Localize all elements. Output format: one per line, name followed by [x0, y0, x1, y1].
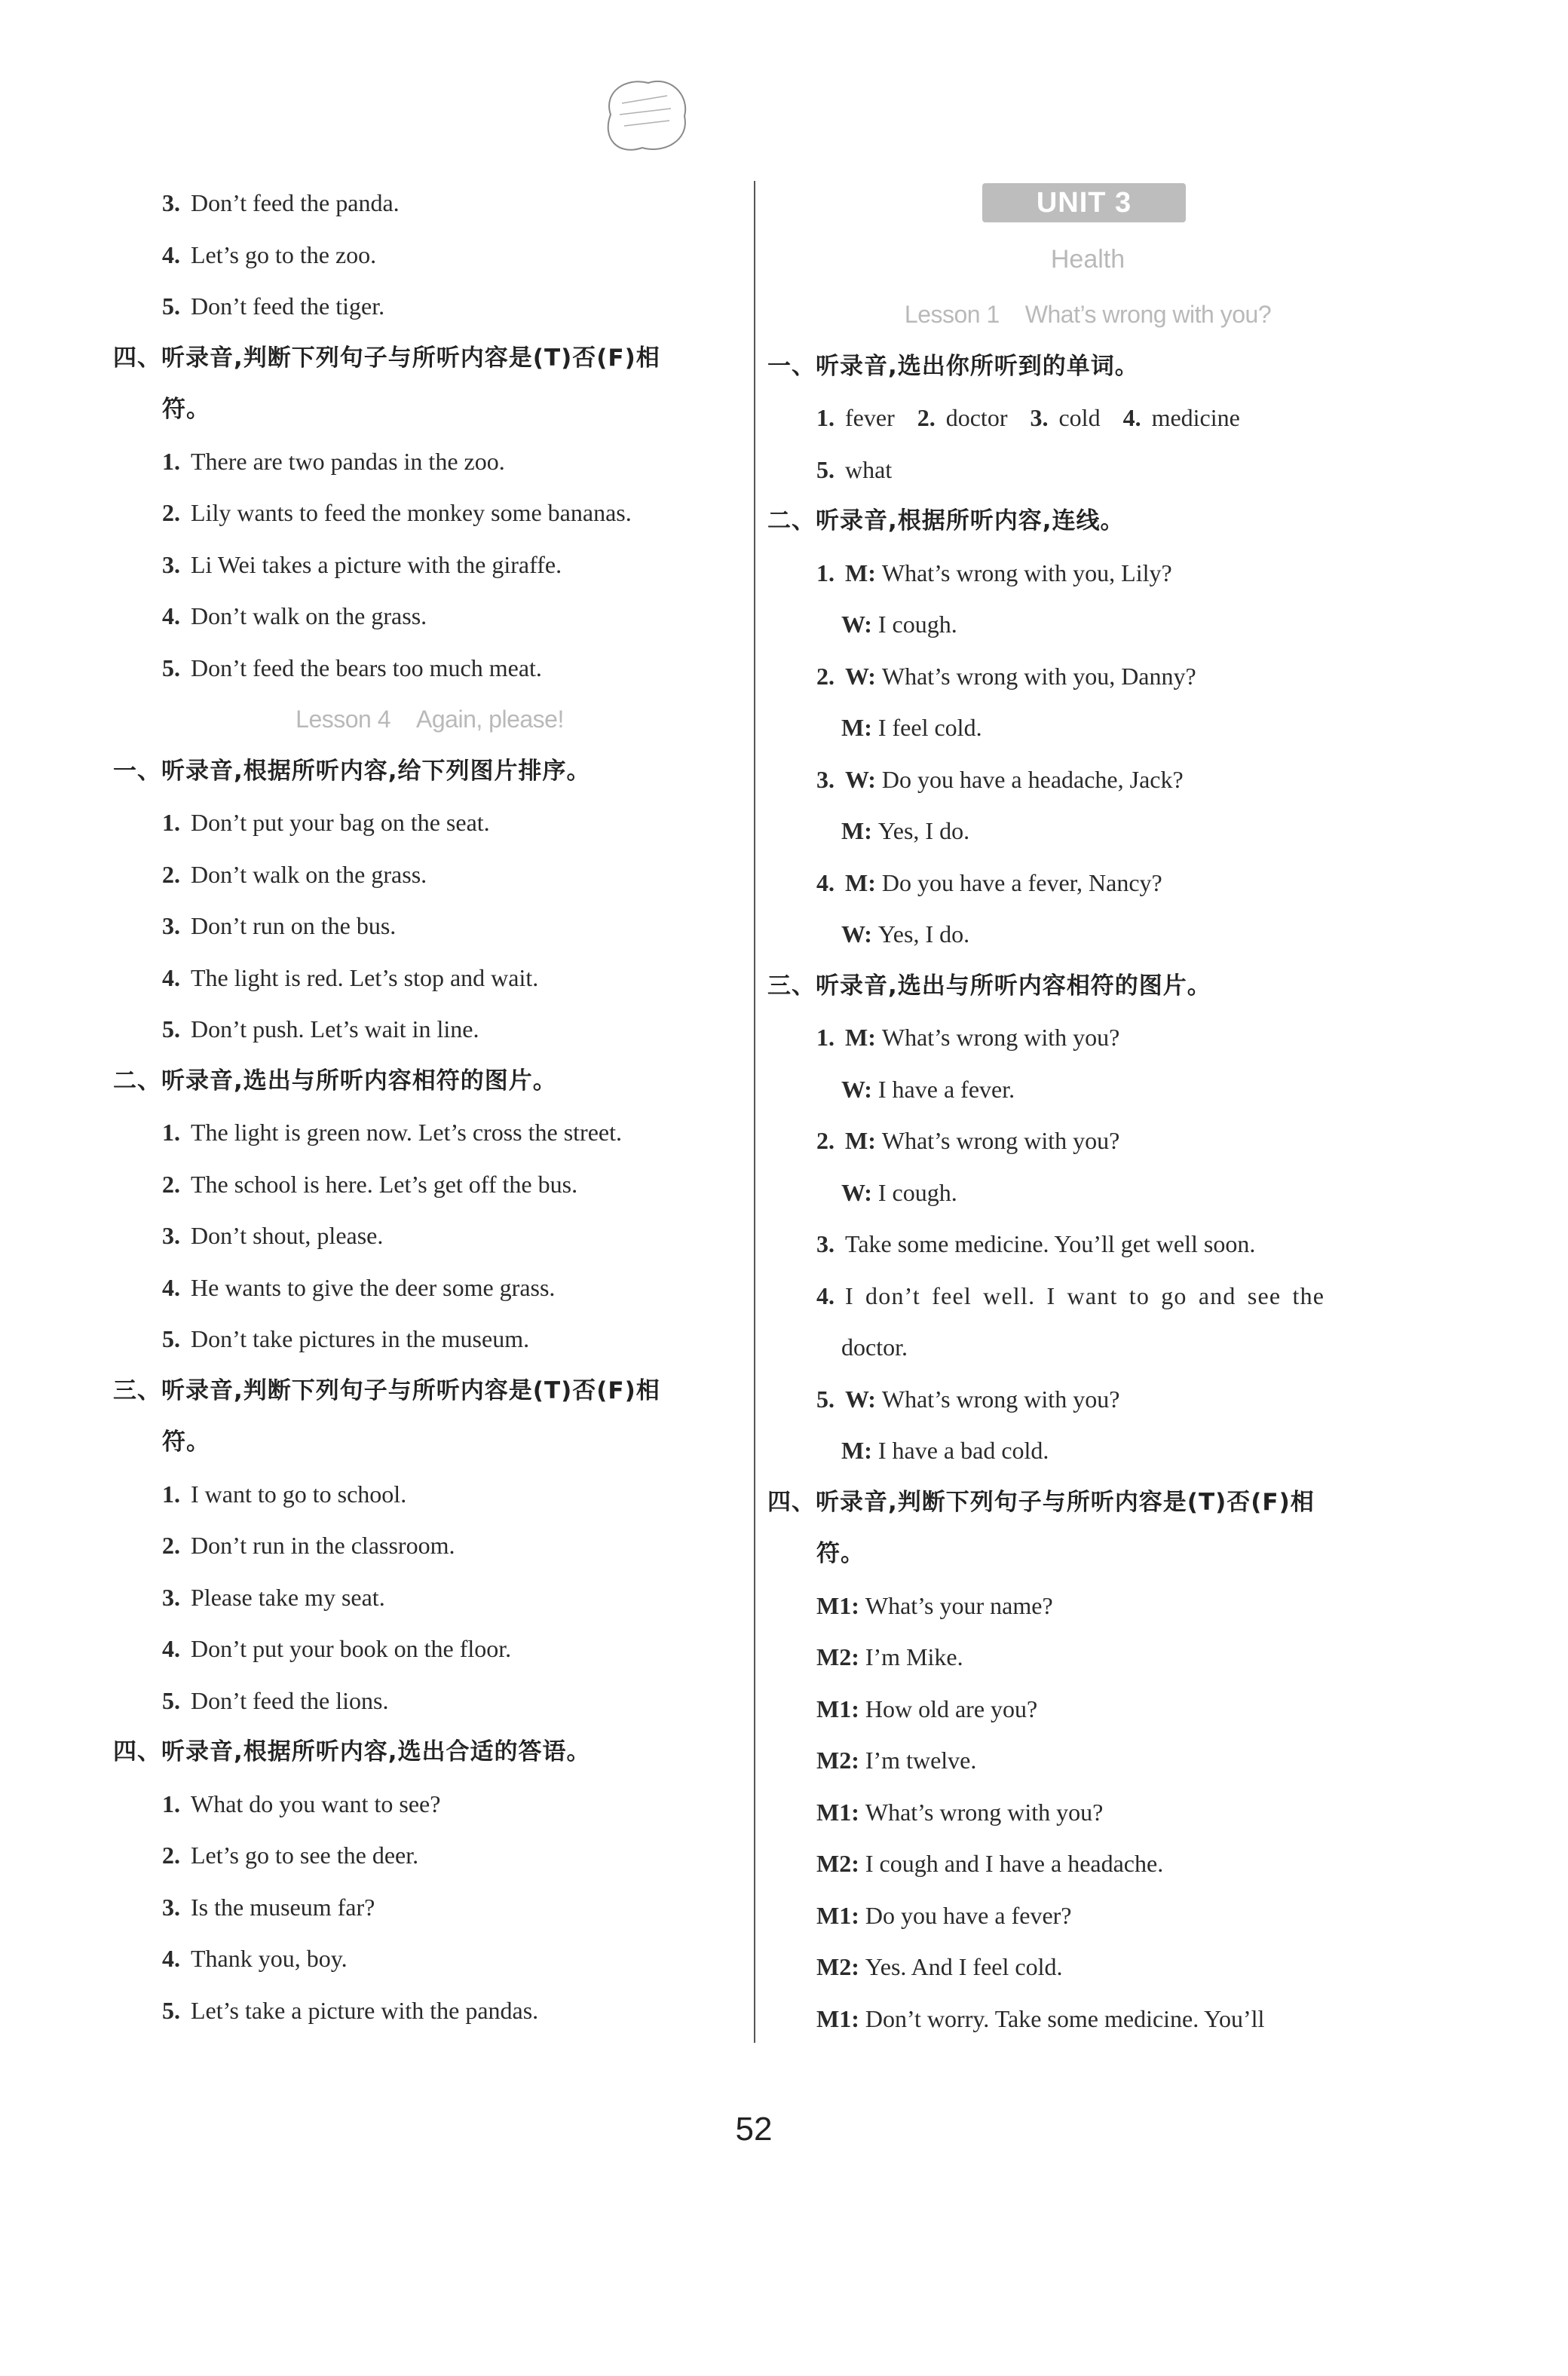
speaker-colon: :: [864, 714, 878, 741]
dialog-line: [767, 1683, 1408, 1735]
item-number: 2.: [162, 1532, 180, 1559]
dialog-line: [767, 599, 1408, 651]
list-item: [113, 590, 746, 642]
speaker-colon: :: [851, 1798, 865, 1826]
speaker-colon: :: [868, 662, 882, 690]
item-number: 4.: [816, 1281, 835, 1309]
speaker-colon: :: [864, 817, 878, 844]
list-item: [113, 1520, 746, 1572]
item-number: 5.: [162, 1996, 180, 2024]
dialog-text: Do you have a fever?: [865, 1901, 1072, 1929]
dialog-line: [767, 1115, 1408, 1167]
speaker-label: W: [845, 662, 868, 690]
speaker-colon: :: [868, 1127, 882, 1154]
item-number: 3.: [816, 765, 835, 793]
dialog-line: [767, 1012, 1408, 1064]
item-number: 4.: [162, 1945, 180, 1972]
item-number: 1.: [162, 447, 180, 475]
dialog-line: [767, 1580, 1408, 1632]
dialog-line: [767, 1890, 1408, 1942]
dialog-line: [767, 1631, 1408, 1683]
section-heading-cont: 符。: [816, 1540, 865, 1567]
speaker-label: M1: [816, 1591, 852, 1619]
unit-header: [767, 177, 1408, 230]
speaker-colon: :: [864, 611, 878, 638]
publisher-logo-icon: [596, 69, 694, 160]
item-text: Let’s go to the zoo.: [191, 240, 377, 268]
speaker-colon: :: [864, 920, 878, 948]
list-item: [113, 1778, 746, 1830]
dialog-text: How old are you?: [865, 1695, 1038, 1722]
dialog-text: Do you have a headache, Jack?: [881, 765, 1184, 793]
item-number: 4.: [162, 602, 180, 629]
item-number: 1.: [816, 1024, 835, 1051]
item-text: Don’t feed the bears too much meat.: [191, 654, 542, 681]
speaker-label: W: [841, 1075, 865, 1103]
list-item: [113, 1882, 746, 1934]
item-number: 3.: [162, 1583, 180, 1611]
item-number: 2.: [162, 499, 180, 526]
list-item: [113, 539, 746, 591]
dialog-line: [767, 1064, 1408, 1116]
lesson-number: Lesson 4: [296, 706, 391, 733]
dialog-text: Take some medicine. You’ll get well soon.: [845, 1230, 1256, 1257]
item-text: He wants to give the deer some grass.: [191, 1273, 556, 1301]
item-number: 5.: [816, 1385, 835, 1413]
speaker-colon: :: [851, 1850, 865, 1877]
word-entry: [816, 404, 895, 431]
dialog-text: What’s your name?: [865, 1591, 1053, 1619]
speaker-colon: :: [868, 1385, 882, 1413]
item-text: The light is red. Let’s stop and wait.: [191, 963, 539, 991]
item-number: 1.: [816, 559, 835, 586]
dialog-line: [767, 908, 1408, 960]
item-number: 1.: [162, 1480, 180, 1508]
speaker-colon: :: [864, 1437, 878, 1464]
dialog-line: [767, 1321, 1408, 1373]
word-list-line: [767, 392, 1408, 444]
dialog-text: doctor.: [841, 1333, 908, 1361]
speaker-label: W: [845, 765, 868, 793]
list-item: [113, 280, 746, 332]
lesson-title: What’s wrong with you?: [1024, 301, 1272, 328]
unit-badge: UNIT 3: [982, 183, 1186, 222]
item-text: Don’t run on the bus.: [191, 912, 397, 939]
item-text: doctor: [945, 404, 1008, 431]
section-heading-cont: 符。: [162, 1428, 210, 1456]
list-item: [113, 1107, 746, 1159]
speaker-label: M1: [816, 1901, 852, 1929]
item-text: Let’s take a picture with the pandas.: [191, 1996, 539, 2024]
item-text: Lily wants to feed the monkey some bananas.: [191, 499, 632, 526]
item-text: Li Wei takes a picture with the giraffe.: [191, 550, 562, 578]
item-number: 3.: [162, 912, 180, 939]
item-text: Don’t shout, please.: [191, 1222, 384, 1249]
list-item: [113, 1675, 746, 1727]
lesson-title: Again, please!: [416, 706, 564, 733]
speaker-label: W: [841, 611, 865, 638]
item-number: 3.: [162, 1222, 180, 1249]
dialog-line: [767, 1270, 1408, 1322]
word-entry: [1030, 404, 1100, 431]
unit-title: Health: [1050, 245, 1125, 274]
item-number: 3.: [162, 189, 180, 216]
list-item: [113, 952, 746, 1004]
item-number: 2.: [162, 860, 180, 888]
list-item: [113, 436, 746, 488]
speaker-label: M2: [816, 1850, 852, 1877]
item-number: 4.: [816, 868, 835, 896]
item-number: 2.: [162, 1842, 180, 1869]
item-number: 2.: [162, 1170, 180, 1198]
speaker-label: M: [841, 714, 865, 741]
dialog-text: What’s wrong with you, Danny?: [881, 662, 1196, 690]
list-item: [113, 1003, 746, 1055]
item-number: 5.: [162, 654, 180, 681]
speaker-colon: :: [868, 1024, 882, 1051]
lesson-heading: [113, 694, 746, 746]
dialog-text: What’s wrong with you?: [881, 1024, 1120, 1051]
dialog-line: [767, 805, 1408, 857]
list-item: [113, 1313, 746, 1365]
speaker-label: M: [841, 1437, 865, 1464]
item-text: Don’t walk on the grass.: [191, 602, 427, 629]
dialog-text: I have a bad cold.: [877, 1437, 1049, 1464]
dialog-line: [767, 651, 1408, 703]
list-item: [113, 1572, 746, 1624]
item-number: 5.: [162, 292, 180, 320]
speaker-label: M: [845, 868, 868, 896]
speaker-colon: :: [851, 1695, 865, 1722]
speaker-label: M2: [816, 1643, 852, 1670]
dialog-text: I don’t feel well. I want to go and see the: [845, 1281, 1325, 1309]
speaker-label: M: [845, 1127, 868, 1154]
item-text: Don’t feed the lions.: [191, 1686, 389, 1714]
list-item: [113, 849, 746, 901]
item-text: cold: [1058, 404, 1101, 431]
list-item: [113, 642, 746, 694]
section-heading: 四、听录音,判断下列句子与所听内容是(T)否(F)相: [767, 1488, 1315, 1516]
dialog-line: [767, 1941, 1408, 1993]
item-text: Don’t run in the classroom.: [191, 1532, 455, 1559]
item-number: 2.: [816, 662, 835, 690]
item-number: 4.: [1122, 404, 1141, 431]
item-text: Don’t feed the tiger.: [191, 292, 385, 320]
item-number: 5.: [162, 1325, 180, 1352]
list-item: [113, 1829, 746, 1882]
item-text: Don’t put your bag on the seat.: [191, 809, 490, 836]
section-heading: 二、听录音,选出与所听内容相符的图片。: [113, 1067, 557, 1095]
section-heading-cont: 符。: [162, 396, 210, 423]
section-heading: 三、听录音,判断下列句子与所听内容是(T)否(F)相: [113, 1376, 660, 1404]
item-text: I want to go to school.: [191, 1480, 407, 1508]
item-text: The school is here. Let’s get off the bus.: [191, 1170, 578, 1198]
dialog-line: [767, 1993, 1408, 2045]
dialog-text: What’s wrong with you?: [881, 1385, 1120, 1413]
dialog-text: Yes, I do.: [877, 817, 970, 844]
dialog-line: [767, 702, 1408, 754]
speaker-label: W: [845, 1385, 868, 1413]
item-text: The light is green now. Let’s cross the street.: [191, 1119, 622, 1146]
word-list-line: [767, 444, 1408, 496]
list-item: [113, 1159, 746, 1211]
dialog-line: [767, 547, 1408, 599]
list-item: [113, 1933, 746, 1985]
section-heading: 四、听录音,根据所听内容,选出合适的答语。: [113, 1738, 591, 1765]
left-column: [113, 177, 746, 2036]
item-number: 1.: [162, 1790, 180, 1817]
item-number: 3.: [162, 550, 180, 578]
item-number: 4.: [162, 240, 180, 268]
dialog-line: [767, 1787, 1408, 1839]
item-text: Please take my seat.: [191, 1583, 385, 1611]
word-entry: [917, 404, 1008, 431]
speaker-label: M: [845, 559, 868, 586]
speaker-colon: :: [868, 765, 882, 793]
item-text: Let’s go to see the deer.: [191, 1842, 419, 1869]
list-item: [113, 1468, 746, 1520]
speaker-colon: :: [851, 2004, 865, 2032]
section-heading: 四、听录音,判断下列句子与所听内容是(T)否(F)相: [113, 344, 660, 372]
dialog-line: [767, 1735, 1408, 1787]
dialog-line: [767, 1838, 1408, 1890]
speaker-colon: :: [851, 1643, 865, 1670]
item-number: 4.: [162, 963, 180, 991]
speaker-label: M2: [816, 1953, 852, 1980]
speaker-colon: :: [868, 868, 882, 896]
item-number: 1.: [816, 404, 835, 431]
list-item: [113, 1623, 746, 1675]
section-heading: 一、听录音,根据所听内容,给下列图片排序。: [113, 757, 591, 785]
item-text: medicine: [1151, 404, 1240, 431]
item-number: 1.: [162, 809, 180, 836]
speaker-label: M: [841, 817, 865, 844]
dialog-text: What’s wrong with you?: [865, 1798, 1104, 1826]
speaker-colon: :: [851, 1591, 865, 1619]
section-heading: 一、听录音,选出你所听到的单词。: [767, 352, 1139, 380]
dialog-line: [767, 1425, 1408, 1477]
dialog-line: [767, 1373, 1408, 1425]
list-item: [113, 1985, 746, 2037]
list-item: [113, 797, 746, 849]
dialog-text: I have a fever.: [877, 1075, 1015, 1103]
item-number: 5.: [816, 455, 835, 483]
speaker-label: M1: [816, 1695, 852, 1722]
item-number: 5.: [162, 1015, 180, 1043]
item-text: There are two pandas in the zoo.: [191, 447, 505, 475]
item-number: 4.: [162, 1635, 180, 1662]
list-item: [113, 1262, 746, 1314]
speaker-label: W: [841, 1178, 865, 1206]
speaker-label: M: [845, 1024, 868, 1051]
item-number: 2.: [917, 404, 936, 431]
dialog-text: I’m Mike.: [865, 1643, 963, 1670]
speaker-label: M1: [816, 1798, 852, 1826]
item-text: Don’t walk on the grass.: [191, 860, 427, 888]
item-number: 3.: [816, 1230, 835, 1257]
item-number: 3.: [1030, 404, 1049, 431]
section-heading: 三、听录音,选出与所听内容相符的图片。: [767, 972, 1211, 1000]
list-item: [113, 900, 746, 952]
dialog-text: I cough.: [877, 611, 957, 638]
list-item: [113, 487, 746, 539]
list-item: [113, 229, 746, 281]
word-entry: [1123, 404, 1240, 431]
lesson-number: Lesson 1: [904, 301, 1000, 328]
dialog-text: I feel cold.: [877, 714, 982, 741]
dialog-text: I cough and I have a headache.: [865, 1850, 1164, 1877]
item-number: 5.: [162, 1686, 180, 1714]
item-text: What do you want to see?: [191, 1790, 441, 1817]
item-text: Thank you, boy.: [191, 1945, 348, 1972]
item-text: what: [845, 455, 893, 483]
item-number: 3.: [162, 1893, 180, 1921]
lesson-heading: [767, 289, 1408, 341]
item-number: 4.: [162, 1273, 180, 1301]
dialog-text: Don’t worry. Take some medicine. You’ll: [865, 2004, 1265, 2032]
speaker-colon: :: [851, 1901, 865, 1929]
dialog-text: Yes. And I feel cold.: [865, 1953, 1063, 1980]
speaker-colon: :: [864, 1178, 878, 1206]
dialog-line: [767, 1218, 1408, 1270]
dialog-text: Do you have a fever, Nancy?: [881, 868, 1162, 896]
item-text: fever: [845, 404, 895, 431]
speaker-colon: :: [851, 1953, 865, 1980]
speaker-colon: :: [851, 1747, 865, 1774]
item-text: Don’t put your book on the floor.: [191, 1635, 512, 1662]
item-text: Don’t take pictures in the museum.: [191, 1325, 530, 1352]
item-number: 2.: [816, 1127, 835, 1154]
column-divider: [754, 181, 755, 2043]
item-text: Don’t feed the panda.: [191, 189, 400, 216]
section-heading: 二、听录音,根据所听内容,连线。: [767, 507, 1125, 534]
speaker-label: M1: [816, 2004, 852, 2032]
item-number: 1.: [162, 1119, 180, 1146]
dialog-line: [767, 1167, 1408, 1219]
dialog-text: I’m twelve.: [865, 1747, 977, 1774]
list-item: [113, 177, 746, 229]
dialog-text: I cough.: [877, 1178, 957, 1206]
dialog-text: What’s wrong with you, Lily?: [881, 559, 1172, 586]
dialog-text: Yes, I do.: [877, 920, 970, 948]
right-column: [767, 177, 1408, 2044]
item-text: Is the museum far?: [191, 1893, 375, 1921]
item-text: Don’t push. Let’s wait in line.: [191, 1015, 479, 1043]
list-item: [113, 1210, 746, 1262]
speaker-colon: :: [868, 559, 882, 586]
dialog-line: [767, 754, 1408, 806]
speaker-label: W: [841, 920, 865, 948]
dialog-text: What’s wrong with you?: [881, 1127, 1120, 1154]
dialog-line: [767, 857, 1408, 909]
speaker-label: M2: [816, 1747, 852, 1774]
page-number: 52: [735, 2111, 773, 2148]
speaker-colon: :: [864, 1075, 878, 1103]
